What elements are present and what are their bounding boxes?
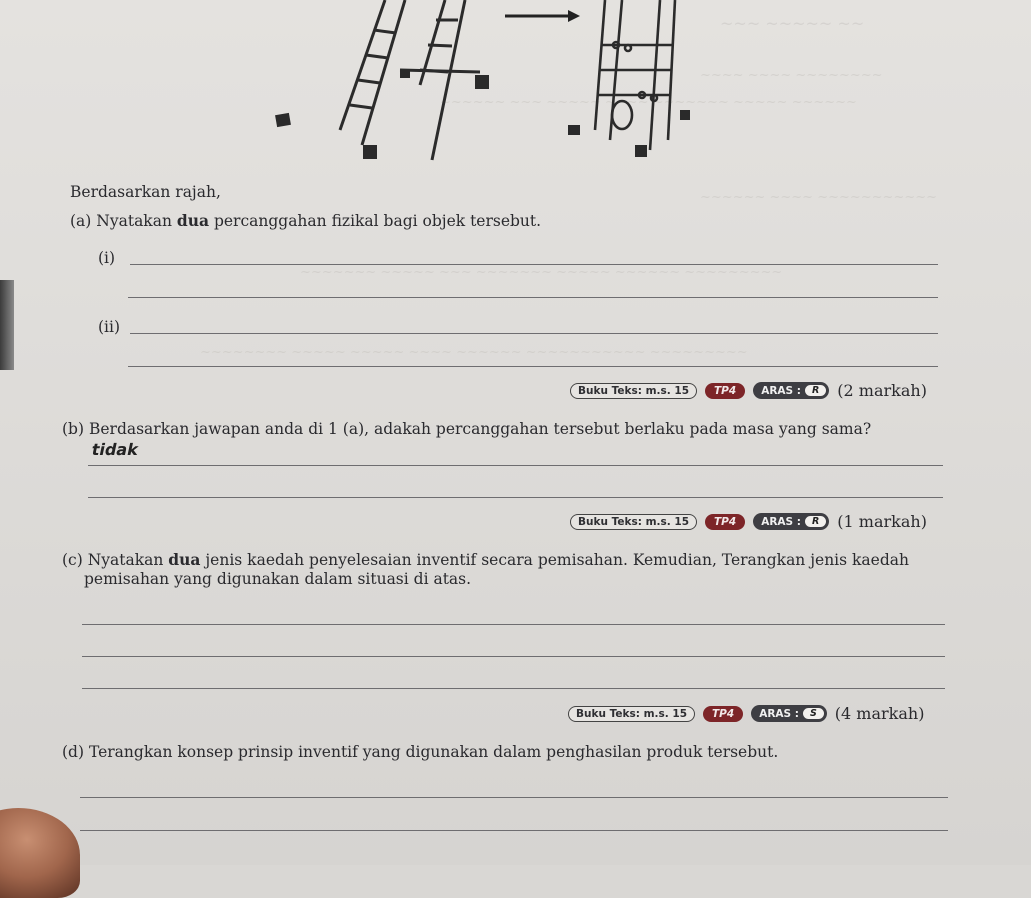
aras-label: ARAS : bbox=[761, 515, 801, 528]
textbook-reference-badge: Buku Teks: m.s. 15 bbox=[570, 514, 697, 530]
aras-label: ARAS : bbox=[759, 707, 799, 720]
bleed-through-text: ~~~~~~~ ~~~~~ ~~~ ~~~~~~~ ~~~~~ ~~~~~~ ~~~~~~~~~ bbox=[300, 265, 783, 280]
bleed-through-text: ~~~~~~ ~~~ ~~~~~ ~~~~ ~~~~~~~ ~~~~~ ~~~~~~ bbox=[440, 95, 857, 110]
question-c-label: (c) bbox=[62, 551, 83, 569]
answer-line[interactable] bbox=[82, 688, 945, 689]
textbook-reference-badge: Buku Teks: m.s. 15 bbox=[568, 706, 695, 722]
bleed-through-text: ~~~~~~ ~~~~ ~~~~~~~~~~~ bbox=[700, 190, 938, 205]
question-c-meta bbox=[568, 704, 924, 723]
arrow-icon bbox=[505, 10, 580, 22]
binder-clip bbox=[0, 280, 14, 370]
question-a-text-pre: Nyatakan bbox=[96, 212, 177, 230]
tp-level-badge: TP4 bbox=[703, 706, 743, 722]
handwritten-answer: tidak bbox=[89, 440, 141, 459]
answer-line[interactable] bbox=[82, 656, 945, 657]
question-c-text-bold: dua bbox=[168, 550, 201, 569]
marks-label: (4 markah) bbox=[834, 704, 925, 723]
aras-badge bbox=[753, 513, 829, 530]
question-b-label: (b) bbox=[62, 420, 85, 438]
aras-badge bbox=[751, 705, 827, 722]
question-c-text-line2: pemisahan yang digunakan dalam situasi di atas. bbox=[84, 570, 472, 588]
answer-line[interactable] bbox=[88, 497, 943, 498]
aras-level: R bbox=[804, 515, 827, 528]
question-d-label: (d) bbox=[62, 743, 85, 761]
question-d-text: Terangkan konsep prinsip inventif yang digunakan dalam penghasilan produk tersebut. bbox=[88, 743, 779, 761]
marks-label: (2 markah) bbox=[837, 381, 927, 400]
folded-ladder-image bbox=[340, 0, 480, 160]
question-a-text-bold: dua bbox=[176, 211, 210, 230]
bleed-through-text: ~~~~~~~~ ~~~~~ ~~~~~ ~~~~ ~~~~~~ ~~~~~~~~~~~ ~~~~~~~~~ bbox=[200, 345, 748, 360]
question-b-text: Berdasarkan jawapan anda di 1 (a), adakah percanggahan tersebut berlaku pada masa yang sama? bbox=[88, 420, 872, 438]
aras-badge bbox=[753, 382, 829, 399]
answer-item-i-label: (i) bbox=[98, 249, 116, 267]
tp-level-badge: TP4 bbox=[705, 383, 745, 399]
marks-label: (1 markah) bbox=[837, 512, 927, 531]
answer-item-ii-label: (ii) bbox=[98, 318, 121, 336]
answer-line[interactable] bbox=[128, 366, 938, 367]
answer-line[interactable] bbox=[88, 465, 943, 466]
answer-line[interactable] bbox=[80, 797, 948, 798]
aras-level: S bbox=[802, 707, 825, 720]
question-b-meta bbox=[570, 512, 927, 531]
ladder-diagram bbox=[250, 0, 710, 170]
answer-line[interactable] bbox=[128, 297, 938, 298]
bleed-through-text: ~~~ ~~~~~ ~~ bbox=[720, 14, 865, 33]
question-d bbox=[62, 743, 778, 761]
question-a-label: (a) bbox=[70, 212, 92, 230]
aras-level: R bbox=[804, 384, 827, 397]
textbook-reference-badge: Buku Teks: m.s. 15 bbox=[570, 383, 697, 399]
question-c bbox=[62, 550, 909, 569]
aras-label: ARAS : bbox=[761, 384, 801, 397]
combined-ladder-image bbox=[595, 0, 675, 150]
question-a bbox=[70, 211, 541, 230]
question-a-meta bbox=[570, 381, 927, 400]
finger-photo-artifact bbox=[0, 808, 80, 898]
answer-line[interactable] bbox=[80, 830, 948, 831]
answer-line[interactable] bbox=[130, 264, 938, 265]
question-c-text-pre: Nyatakan bbox=[87, 551, 169, 569]
question-c-text-post: jenis kaedah penyelesaian inventif secara pemisahan. Kemudian, Terangkan jenis kaedah bbox=[200, 551, 909, 569]
answer-line[interactable] bbox=[82, 624, 945, 625]
tp-level-badge: TP4 bbox=[705, 514, 745, 530]
bleed-through-text: ~~~~ ~~~~ ~~~~~~~~ bbox=[700, 68, 883, 83]
question-b bbox=[62, 420, 871, 438]
intro-text: Berdasarkan rajah, bbox=[70, 183, 221, 201]
answer-line[interactable] bbox=[130, 333, 938, 334]
question-a-text-post: percanggahan fizikal bagi objek tersebut. bbox=[209, 212, 542, 230]
